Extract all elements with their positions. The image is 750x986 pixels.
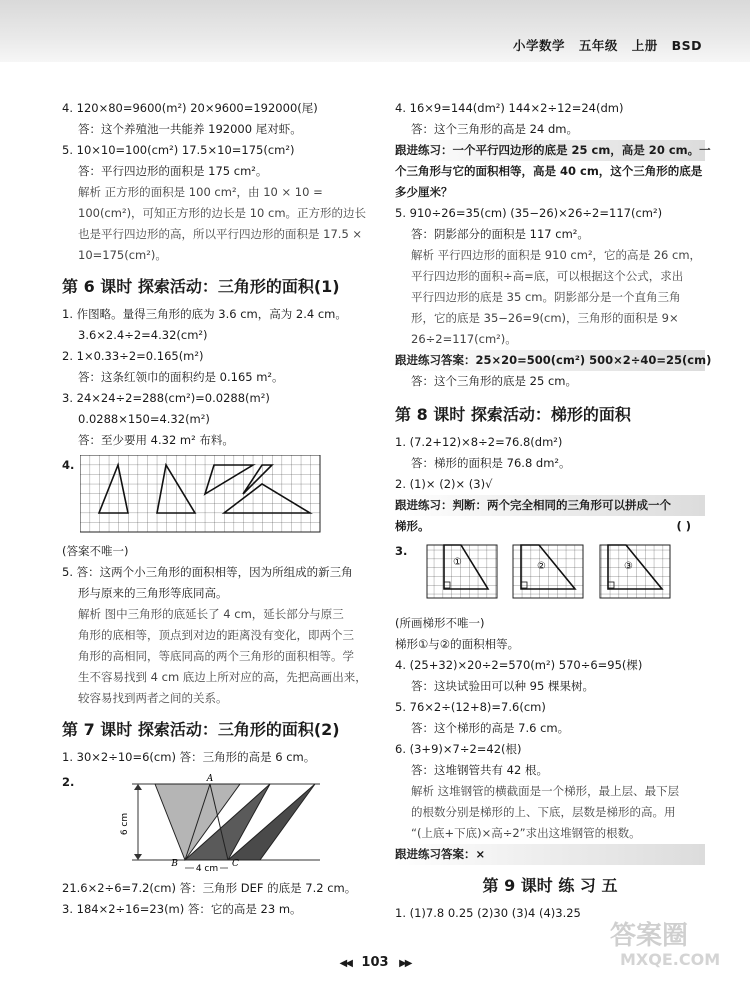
trapezoid-label-2: ② bbox=[537, 561, 546, 572]
answer-line: 1. 30×2÷10=6(cm) 答：三角形的高是 6 cm。 bbox=[62, 750, 316, 764]
analysis-line: 解析 这堆钢管的横截面是一个梯形，最上层、最下层 bbox=[411, 784, 680, 798]
analysis-line: 较容易找到两者之间的关系。 bbox=[78, 691, 228, 705]
answer-line: 答：这个梯形的高是 7.6 cm。 bbox=[411, 721, 570, 735]
follow-up-answer: 跟进练习答案：× bbox=[395, 844, 705, 865]
lesson-title: 第 8 课时 探索活动：梯形的面积 bbox=[395, 405, 631, 424]
answer-line: 4. 120×80=9600(m²) 20×9600=192000(尾) bbox=[62, 101, 318, 115]
answer-line: 4. (25+32)×20÷2=570(m²) 570÷6=95(棵) bbox=[395, 658, 643, 672]
watermark-url: MXQE.COM bbox=[620, 950, 721, 969]
answer-line: 4. 16×9=144(dm²) 144×2÷12=24(dm) bbox=[395, 101, 624, 115]
item-number: 4. bbox=[62, 458, 75, 472]
grid-triangles-svg bbox=[80, 455, 330, 535]
follow-up-exercise: 跟进练习：一个平行四边形的底是 25 cm，高是 20 cm。一 bbox=[395, 140, 705, 161]
analysis-line: 的根数分别是梯形的上、下底，层数是梯形的高。用 bbox=[411, 805, 676, 819]
note-line: (答案不唯一) bbox=[62, 544, 129, 558]
follow-up-exercise: 多少厘米？ bbox=[395, 185, 453, 199]
grade-label: 五年级 bbox=[578, 38, 618, 53]
answer-line: 6. (3+9)×7÷2=42(根) bbox=[395, 742, 522, 756]
answer-line: 21.6×2÷6=7.2(cm) 答：三角形 DEF 的底是 7.2 cm。 bbox=[62, 881, 357, 895]
answer-line: 2. (1)× (2)× (3)√ bbox=[395, 477, 493, 491]
right-column bbox=[395, 98, 712, 924]
edition-label: BSD bbox=[671, 38, 702, 53]
analysis-line: 也是平行四边形的高，所以平行四边形的面积是 17.5 × bbox=[78, 227, 363, 241]
page-number: 103 bbox=[361, 955, 389, 970]
analysis-line: 解析 平行四边形的面积是 910 cm²，它的高是 26 cm， bbox=[411, 248, 702, 262]
figure-trapezoid-grids bbox=[395, 541, 705, 607]
answer-line: 答：这个三角形的底是 25 cm。 bbox=[411, 374, 577, 388]
answer-line: 5. 910÷26=35(cm) (35−26)×26÷2=117(cm²) bbox=[395, 206, 663, 220]
answer-line: 2. 1×0.33÷2=0.165(m²) bbox=[62, 349, 204, 363]
prev-arrows-icon: ◀◀ bbox=[339, 958, 351, 969]
follow-up-answer: 跟进练习答案：25×20=500(cm²) 500×2÷40=25(cm) bbox=[395, 350, 705, 371]
answer-line: 3.6×2.4÷2=4.32(cm²) bbox=[78, 328, 208, 342]
answer-line: 1. (1)7.8 0.25 (2)30 (3)4 (4)3.25 bbox=[395, 906, 581, 920]
item-number: 2. bbox=[62, 775, 75, 789]
figure-shaded-triangles bbox=[62, 772, 392, 872]
analysis-line: 解析 图中三角形的底延长了 4 cm，延长部分与原三 bbox=[78, 607, 344, 621]
analysis-line: 角形的高相同，等底同高的两个三角形的面积相等。学 bbox=[78, 649, 354, 663]
analysis-line: 平行四边形的面积÷高=底，可以根据这个公式，求出 bbox=[411, 269, 684, 283]
vertex-b-label: B bbox=[171, 859, 178, 869]
lesson-title: 第 9 课时 练 习 五 bbox=[482, 876, 618, 895]
answer-line: 答：这个三角形的高是 24 dm。 bbox=[411, 122, 578, 136]
answer-line: 梯形①与②的面积相等。 bbox=[395, 637, 520, 651]
analysis-line: 角形的底相等，顶点到对边的距离没有变化，即两个三 bbox=[78, 628, 354, 642]
answer-line: 1. 作图略。量得三角形的底为 3.6 cm，高为 2.4 cm。 bbox=[62, 307, 347, 321]
analysis-line: 解析 正方形的面积是 100 cm²，由 10 × 10 = bbox=[78, 185, 323, 199]
triangles-svg bbox=[110, 772, 370, 872]
analysis-line: 生不容易找到 4 cm 底边上所对应的高，先把高画出来， bbox=[78, 670, 367, 684]
answer-line: 答：这条红领巾的面积约是 0.165 m²。 bbox=[78, 370, 284, 384]
answer-line: 1. (7.2+12)×8÷2=76.8(dm²) bbox=[395, 435, 563, 449]
watermark-logo: 答案圈 bbox=[610, 921, 689, 951]
trapezoid-label-1: ① bbox=[453, 557, 462, 568]
answer-line: 5. 76×2÷(12+8)=7.6(cm) bbox=[395, 700, 546, 714]
vertex-a-label: A bbox=[206, 774, 214, 784]
lesson-title: 第 7 课时 探索活动：三角形的面积(2) bbox=[62, 720, 340, 739]
answer-line: 5. 答：这两个小三角形的面积相等，因为所组成的新三角 bbox=[62, 565, 353, 579]
left-column bbox=[62, 98, 392, 920]
term-label: 上册 bbox=[631, 38, 658, 53]
vertex-c-label: C bbox=[232, 859, 239, 869]
subject-label: 小学数学 bbox=[512, 38, 565, 53]
answer-blank: ( ) bbox=[676, 519, 691, 533]
analysis-line: 平行四边形的底是 35 cm。阴影部分是一个直角三角 bbox=[411, 290, 681, 304]
answer-line: 形与原来的三角形等底同高。 bbox=[78, 586, 228, 600]
follow-up-exercise: 跟进练习：判断：两个完全相同的三角形可以拼成一个 bbox=[395, 495, 705, 516]
answer-line: 答：这块试验田可以种 95 棵果树。 bbox=[411, 679, 594, 693]
analysis-line: 26÷2=117(cm²)。 bbox=[411, 332, 517, 346]
answer-line: 5. 10×10=100(cm²) 17.5×10=175(cm²) bbox=[62, 143, 295, 157]
item-number: 3. bbox=[395, 544, 408, 558]
figure-triangles-grid bbox=[62, 455, 392, 535]
analysis-line: “(上底+下底)×高÷2”求出这堆钢管的根数。 bbox=[411, 826, 641, 840]
analysis-line: 形，它的底是 35−26=9(cm)，三角形的面积是 9× bbox=[411, 311, 679, 325]
base-label: 4 cm bbox=[195, 864, 219, 872]
book-info bbox=[504, 36, 702, 54]
next-arrows-icon: ▶▶ bbox=[399, 958, 411, 969]
follow-up-exercise: 个三角形与它的面积相等，高是 40 cm，这个三角形的底是 bbox=[395, 164, 703, 178]
note-line: (所画梯形不唯一) bbox=[395, 616, 485, 630]
height-label: 6 cm bbox=[120, 812, 130, 836]
answer-line: 3. 184×2÷16=23(m) 答：它的高是 23 m。 bbox=[62, 902, 302, 916]
analysis-line: 10=175(cm²)。 bbox=[78, 248, 167, 262]
answer-line: 答：梯形的面积是 76.8 dm²。 bbox=[411, 456, 571, 470]
answer-line: 答：阴影部分的面积是 117 cm²。 bbox=[411, 227, 589, 241]
answer-line: 答：这堆钢管共有 42 根。 bbox=[411, 763, 548, 777]
lesson-title: 第 6 课时 探索活动：三角形的面积(1) bbox=[62, 277, 340, 296]
trapezoid-grids-svg bbox=[425, 541, 685, 603]
answer-line: 答：至少要用 4.32 m² 布料。 bbox=[78, 433, 234, 447]
answer-line: 0.0288×150=4.32(m²) bbox=[78, 412, 210, 426]
follow-up-exercise bbox=[395, 516, 705, 537]
answer-line: 答：这个养殖池一共能养 192000 尾对虾。 bbox=[78, 122, 302, 136]
page-header bbox=[0, 0, 750, 62]
follow-up-text: 梯形。 bbox=[395, 519, 430, 533]
analysis-line: 100(cm²)，可知正方形的边长是 10 cm。正方形的边长 bbox=[78, 206, 367, 220]
trapezoid-label-3: ③ bbox=[624, 561, 633, 572]
answer-line: 3. 24×24÷2=288(cm²)=0.0288(m²) bbox=[62, 391, 270, 405]
answer-line: 答：平行四边形的面积是 175 cm²。 bbox=[78, 164, 268, 178]
